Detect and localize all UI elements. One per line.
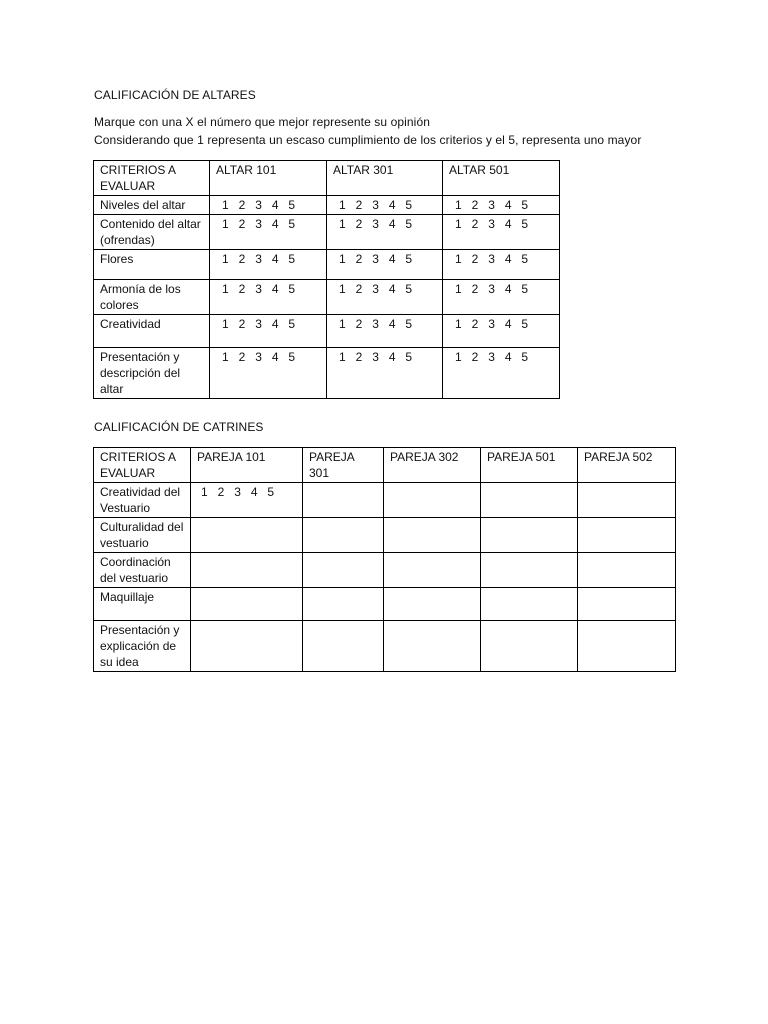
rating-scale[interactable]: 1 2 3 4 5 (327, 215, 443, 250)
table-row (94, 621, 676, 672)
criterion-label: Flores (94, 250, 210, 280)
empty-cell[interactable] (578, 518, 676, 553)
criterion-label: Creatividad del Vestuario (94, 483, 191, 518)
rating-scale[interactable]: 1 2 3 4 5 (443, 315, 560, 348)
empty-cell[interactable] (481, 588, 578, 621)
empty-cell[interactable] (303, 621, 384, 672)
empty-cell[interactable] (384, 553, 481, 588)
empty-cell[interactable] (578, 483, 676, 518)
table-row (94, 483, 676, 518)
empty-cell[interactable] (303, 588, 384, 621)
empty-cell[interactable] (578, 621, 676, 672)
empty-cell[interactable] (578, 588, 676, 621)
header-pareja-501: PAREJA 501 (481, 448, 578, 483)
catrines-table (93, 447, 676, 672)
empty-cell[interactable] (303, 518, 384, 553)
header-pareja-502: PAREJA 502 (578, 448, 676, 483)
empty-cell[interactable] (384, 588, 481, 621)
criterion-label: Creatividad (94, 315, 210, 348)
empty-cell[interactable] (191, 518, 303, 553)
table-row (94, 518, 676, 553)
criterion-label: Culturalidad del vestuario (94, 518, 191, 553)
table-header-row (94, 448, 676, 483)
criterion-label: Niveles del altar (94, 196, 210, 215)
empty-cell[interactable] (384, 621, 481, 672)
empty-cell[interactable] (191, 588, 303, 621)
rating-scale[interactable]: 1 2 3 4 5 (191, 483, 303, 518)
header-criterios: CRITERIOS A EVALUAR (94, 448, 191, 483)
section-title-altares: CALIFICACIÓN DE ALTARES (94, 88, 256, 102)
empty-cell[interactable] (191, 621, 303, 672)
empty-cell[interactable] (384, 518, 481, 553)
rating-scale[interactable]: 1 2 3 4 5 (210, 315, 327, 348)
rating-scale[interactable]: 1 2 3 4 5 (443, 250, 560, 280)
table-row (94, 196, 560, 215)
table-row (94, 280, 560, 315)
rating-scale[interactable]: 1 2 3 4 5 (327, 315, 443, 348)
table-row (94, 250, 560, 280)
rating-scale[interactable]: 1 2 3 4 5 (443, 348, 560, 399)
altares-table (93, 160, 560, 399)
empty-cell[interactable] (481, 483, 578, 518)
rating-scale[interactable]: 1 2 3 4 5 (210, 280, 327, 315)
header-altar-301: ALTAR 301 (327, 161, 443, 196)
rating-scale[interactable]: 1 2 3 4 5 (443, 280, 560, 315)
criterion-label: Armonía de los colores (94, 280, 210, 315)
rating-scale[interactable]: 1 2 3 4 5 (443, 196, 560, 215)
rating-scale[interactable]: 1 2 3 4 5 (327, 280, 443, 315)
empty-cell[interactable] (481, 621, 578, 672)
header-altar-101: ALTAR 101 (210, 161, 327, 196)
header-altar-501: ALTAR 501 (443, 161, 560, 196)
header-criterios: CRITERIOS A EVALUAR (94, 161, 210, 196)
criterion-label: Presentación y explicación de su idea (94, 621, 191, 672)
rating-scale[interactable]: 1 2 3 4 5 (210, 250, 327, 280)
empty-cell[interactable] (191, 553, 303, 588)
rating-scale[interactable]: 1 2 3 4 5 (210, 348, 327, 399)
section-title-catrines: CALIFICACIÓN DE CATRINES (94, 420, 264, 434)
empty-cell[interactable] (481, 553, 578, 588)
table-row (94, 553, 676, 588)
header-pareja-101: PAREJA 101 (191, 448, 303, 483)
rating-scale[interactable]: 1 2 3 4 5 (327, 250, 443, 280)
empty-cell[interactable] (303, 553, 384, 588)
instruction-line-2: Considerando que 1 representa un escaso cumplimiento de los criterios y el 5, representa uno mayor (94, 133, 642, 147)
table-row (94, 348, 560, 399)
table-row (94, 588, 676, 621)
criterion-label: Coordinación del vestuario (94, 553, 191, 588)
rating-scale[interactable]: 1 2 3 4 5 (210, 196, 327, 215)
criterion-label: Maquillaje (94, 588, 191, 621)
rating-scale[interactable]: 1 2 3 4 5 (327, 348, 443, 399)
rating-scale[interactable]: 1 2 3 4 5 (210, 215, 327, 250)
table-row (94, 215, 560, 250)
header-pareja-302: PAREJA 302 (384, 448, 481, 483)
rating-scale[interactable]: 1 2 3 4 5 (327, 196, 443, 215)
header-pareja-301: PAREJA 301 (303, 448, 384, 483)
table-header-row (94, 161, 560, 196)
table-row (94, 315, 560, 348)
rating-scale[interactable]: 1 2 3 4 5 (443, 215, 560, 250)
empty-cell[interactable] (384, 483, 481, 518)
criterion-label: Contenido del altar (ofrendas) (94, 215, 210, 250)
instruction-line-1: Marque con una X el número que mejor represente su opinión (94, 115, 430, 129)
empty-cell[interactable] (578, 553, 676, 588)
empty-cell[interactable] (303, 483, 384, 518)
empty-cell[interactable] (481, 518, 578, 553)
criterion-label: Presentación y descripción del altar (94, 348, 210, 399)
